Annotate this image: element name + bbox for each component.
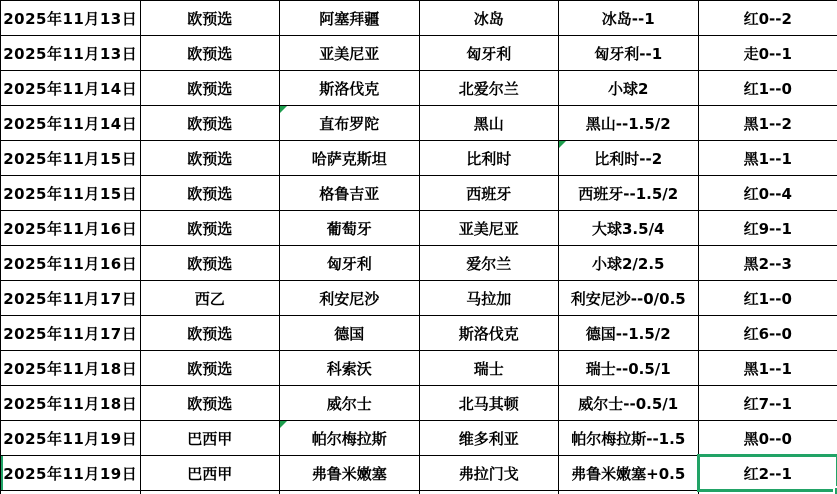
cell-away-team[interactable]: 比利时 (419, 141, 559, 176)
cell-prediction[interactable]: 冰岛--1 (559, 1, 699, 36)
table-row (1, 456, 837, 491)
cell-home-team[interactable]: 亚美尼亚 (280, 36, 420, 71)
cell-home-team[interactable]: 葡萄牙 (280, 211, 420, 246)
cell-prediction[interactable]: 小球2/2.5 (559, 246, 699, 281)
table-row (1, 316, 837, 351)
cell-away-team[interactable]: 北马其顿 (419, 386, 559, 421)
cell-result-verdict[interactable]: 红2--1 (698, 456, 837, 491)
cell-match-date[interactable]: 2025年11月15日 (1, 141, 141, 176)
cell-prediction[interactable]: 帕尔梅拉斯--1.5 (559, 421, 699, 456)
cell-result-verdict[interactable]: 黑1--1 (698, 141, 837, 176)
cell-league[interactable]: 欧预选 (140, 36, 280, 71)
cell-prediction[interactable]: 利安尼沙--0/0.5 (559, 281, 699, 316)
cell-match-date[interactable]: 2025年11月16日 (1, 246, 141, 281)
table-row (1, 176, 837, 211)
cell-prediction[interactable]: 威尔士--0.5/1 (559, 386, 699, 421)
cell-match-date[interactable]: 2025年11月19日 (1, 456, 141, 491)
cell-league[interactable]: 巴西甲 (140, 456, 280, 491)
cell-empty[interactable] (1, 491, 141, 494)
cell-home-team[interactable]: 弗鲁米嫩塞 (280, 456, 420, 491)
cell-result-verdict[interactable]: 红0--2 (698, 1, 837, 36)
cell-result-verdict[interactable]: 走0--1 (698, 36, 837, 71)
cell-league[interactable]: 欧预选 (140, 386, 280, 421)
cell-result-verdict[interactable]: 黑1--2 (698, 106, 837, 141)
table-row (1, 106, 837, 141)
cell-match-date[interactable]: 2025年11月14日 (1, 106, 141, 141)
cell-league[interactable]: 欧预选 (140, 351, 280, 386)
cell-away-team[interactable]: 弗拉门戈 (419, 456, 559, 491)
cell-league[interactable]: 欧预选 (140, 71, 280, 106)
table-row (1, 246, 837, 281)
cell-result-verdict[interactable]: 红9--1 (698, 211, 837, 246)
cell-prediction[interactable]: 黑山--1.5/2 (559, 106, 699, 141)
cell-league[interactable]: 欧预选 (140, 246, 280, 281)
cell-home-team[interactable]: 威尔士 (280, 386, 420, 421)
cell-away-team[interactable]: 亚美尼亚 (419, 211, 559, 246)
cell-match-date[interactable]: 2025年11月13日 (1, 1, 141, 36)
cell-away-team[interactable]: 北爱尔兰 (419, 71, 559, 106)
cell-away-team[interactable]: 黑山 (419, 106, 559, 141)
cell-league[interactable]: 欧预选 (140, 316, 280, 351)
cell-empty[interactable] (698, 491, 837, 494)
table-body (1, 1, 837, 491)
cell-empty[interactable] (140, 491, 280, 494)
cell-match-date[interactable]: 2025年11月17日 (1, 281, 141, 316)
cell-prediction[interactable]: 小球2 (559, 71, 699, 106)
cell-match-date[interactable]: 2025年11月16日 (1, 211, 141, 246)
table-row (1, 141, 837, 176)
cell-result-verdict[interactable]: 黑1--1 (698, 351, 837, 386)
cell-home-team[interactable]: 匈牙利 (280, 246, 420, 281)
cell-league[interactable]: 欧预选 (140, 106, 280, 141)
cell-match-date[interactable]: 2025年11月18日 (1, 351, 141, 386)
cell-league[interactable]: 西乙 (140, 281, 280, 316)
cell-empty[interactable] (559, 491, 699, 494)
cell-result-verdict[interactable]: 红7--1 (698, 386, 837, 421)
cell-home-team[interactable]: 阿塞拜疆 (280, 1, 420, 36)
cell-match-date[interactable]: 2025年11月14日 (1, 71, 141, 106)
table-row (1, 351, 837, 386)
cell-empty[interactable] (419, 491, 559, 494)
cell-home-team[interactable]: 直布罗陀 (280, 106, 420, 141)
cell-away-team[interactable]: 西班牙 (419, 176, 559, 211)
cell-home-team[interactable]: 哈萨克斯坦 (280, 141, 420, 176)
cell-empty[interactable] (280, 491, 420, 494)
table-row (1, 281, 837, 316)
cell-league[interactable]: 欧预选 (140, 141, 280, 176)
cell-prediction[interactable]: 匈牙利--1 (559, 36, 699, 71)
cell-home-team[interactable]: 帕尔梅拉斯 (280, 421, 420, 456)
cell-away-team[interactable]: 斯洛伐克 (419, 316, 559, 351)
table-row (1, 386, 837, 421)
cell-home-team[interactable]: 利安尼沙 (280, 281, 420, 316)
cell-league[interactable]: 巴西甲 (140, 421, 280, 456)
table-partial (1, 491, 837, 494)
cell-away-team[interactable]: 维多利亚 (419, 421, 559, 456)
table-row (1, 211, 837, 246)
cell-away-team[interactable]: 匈牙利 (419, 36, 559, 71)
partial-row (1, 491, 837, 494)
cell-away-team[interactable]: 马拉加 (419, 281, 559, 316)
cell-league[interactable]: 欧预选 (140, 176, 280, 211)
cell-prediction[interactable]: 德国--1.5/2 (559, 316, 699, 351)
cell-away-team[interactable]: 爱尔兰 (419, 246, 559, 281)
table-row (1, 1, 837, 36)
cell-result-verdict[interactable]: 红1--0 (698, 281, 837, 316)
cell-result-verdict[interactable]: 红1--0 (698, 71, 837, 106)
cell-home-team[interactable]: 斯洛伐克 (280, 71, 420, 106)
cell-league[interactable]: 欧预选 (140, 211, 280, 246)
cell-match-date[interactable]: 2025年11月15日 (1, 176, 141, 211)
cell-prediction[interactable]: 弗鲁米嫩塞+0.5 (559, 456, 699, 491)
table-row (1, 421, 837, 456)
cell-result-verdict[interactable]: 黑2--3 (698, 246, 837, 281)
cell-match-date[interactable]: 2025年11月19日 (1, 421, 141, 456)
cell-prediction[interactable]: 大球3.5/4 (559, 211, 699, 246)
cell-match-date[interactable]: 2025年11月18日 (1, 386, 141, 421)
table-row (1, 71, 837, 106)
cell-home-team[interactable]: 格鲁吉亚 (280, 176, 420, 211)
cell-away-team[interactable]: 瑞士 (419, 351, 559, 386)
cell-home-team[interactable]: 德国 (280, 316, 420, 351)
table-row (1, 36, 837, 71)
cell-away-team[interactable]: 冰岛 (419, 1, 559, 36)
cell-prediction[interactable]: 比利时--2 (559, 141, 699, 176)
cell-result-verdict[interactable]: 红6--0 (698, 316, 837, 351)
cell-result-verdict[interactable]: 红0--4 (698, 176, 837, 211)
cell-prediction[interactable]: 瑞士--0.5/1 (559, 351, 699, 386)
cell-result-verdict[interactable]: 黑0--0 (698, 421, 837, 456)
cell-match-date[interactable]: 2025年11月13日 (1, 36, 141, 71)
cell-home-team[interactable]: 科索沃 (280, 351, 420, 386)
cell-league[interactable]: 欧预选 (140, 1, 280, 36)
cell-prediction[interactable]: 西班牙--1.5/2 (559, 176, 699, 211)
cell-match-date[interactable]: 2025年11月17日 (1, 316, 141, 351)
